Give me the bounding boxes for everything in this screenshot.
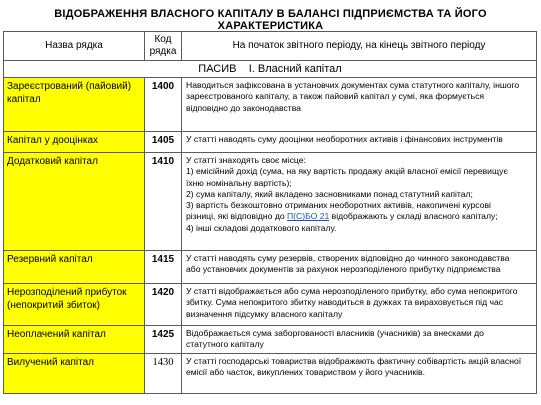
- desc-line: статутного капіталу: [186, 339, 264, 350]
- table-row: [4, 153, 537, 251]
- desc-line: емісії або часток, викуплених товариством у його учасників.: [186, 367, 425, 378]
- desc-line: збитку. Сума непокритого збитку наводиться в дужках та вираховується під час: [186, 297, 504, 308]
- table-row: [4, 354, 537, 394]
- row-desc: [182, 326, 537, 354]
- desc-line: У статті знаходять своє місце:: [186, 155, 306, 165]
- desc-line: їхню номінальну вартість);: [186, 177, 292, 188]
- row-desc: [182, 153, 537, 251]
- row-name: Вилучений капітал: [4, 354, 145, 394]
- desc-line: відповідно до законодавства: [186, 102, 301, 113]
- desc-line: 4) інші складові додаткового капіталу.: [186, 222, 337, 233]
- header-code-line1: Код: [154, 34, 172, 45]
- row-name: Нерозподілений прибуток (непокритий збиток): [4, 284, 145, 326]
- desc-line: У статті господарські товариства відображають фактичну собівартість акцій власної: [186, 356, 522, 366]
- row-code: 1400: [145, 78, 182, 132]
- row-name: Додатковий капітал: [4, 153, 145, 251]
- row-desc: [182, 354, 537, 394]
- table-header-row: [4, 32, 537, 61]
- row-code: 1425: [145, 326, 182, 354]
- row-desc: [182, 284, 537, 326]
- table-row: [4, 326, 537, 354]
- desc-line: 1) емісійний дохід (сума, на яку вартість продажу акцій власної емісії перевищує: [186, 166, 508, 177]
- equity-table: [3, 31, 537, 394]
- header-code-line2: рядка: [149, 46, 177, 57]
- row-desc: [182, 251, 537, 284]
- desc-line: Наводиться зафіксована в установчих документах сума статутного капіталу, іншого: [186, 80, 520, 90]
- desc-line: визначення підсумку власного капіталу: [186, 308, 343, 319]
- table-row: [4, 284, 537, 326]
- section-row: [4, 61, 537, 78]
- page-title: ВІДОБРАЖЕННЯ ВЛАСНОГО КАПІТАЛУ В БАЛАНСІ ПІДПРИЄМСТВА ТА ЙОГО ХАРАКТЕРИСТИКА: [54, 8, 487, 32]
- desc-line: [186, 211, 533, 222]
- row-desc: [182, 78, 537, 132]
- desc-text: різниці, які відповідно до: [186, 211, 287, 222]
- row-desc: [182, 132, 537, 153]
- desc-line: або установчих документів за рахунок нерозподіленого прибутку підприємства: [186, 264, 501, 275]
- row-code: 1415: [145, 251, 182, 284]
- row-code: 1410: [145, 153, 182, 251]
- header-desc: На початок звітного періоду, на кінець звітного періоду: [182, 32, 537, 61]
- row-name: Резервний капітал: [4, 251, 145, 284]
- desc-line: 2) сума капіталу, який вкладено засновниками понад статутний капітал;: [186, 188, 473, 199]
- row-name: Неоплачений капітал: [4, 326, 145, 354]
- row-name: Зареєстрований (пайовий) капітал: [4, 78, 145, 132]
- section-title: ПАСИВ І. Власний капітал: [4, 61, 537, 78]
- desc-line: У статті наводять суму дооцінки необоротних активів і фінансових інструментів: [186, 134, 503, 144]
- table-row: [4, 132, 537, 153]
- header-name: Назва рядка: [4, 32, 145, 61]
- table-row: [4, 78, 537, 132]
- header-code: [145, 32, 182, 61]
- table-row: [4, 251, 537, 284]
- desc-line: У статті відображається або сума нерозподіленого прибутку, або сума непокритого: [186, 286, 518, 296]
- desc-text: відображають у складі власного капіталу;: [329, 211, 498, 222]
- desc-line: У статті наводять суму резервів, створених відповідно до чинного законодавства: [186, 253, 510, 263]
- row-name: Капітал у дооцінках: [4, 132, 145, 153]
- row-code: 1405: [145, 132, 182, 153]
- desc-line: 3) вартість безкоштовно отриманих необоротних активів, накопичені курсові: [186, 200, 491, 211]
- desc-line: зареєстрованого капіталу, а також пайовий капітал у сумі, яка формується: [186, 91, 485, 102]
- row-code: 1430: [145, 354, 182, 394]
- row-code: 1420: [145, 284, 182, 326]
- desc-line: Відображається сума заборгованості власників (учасників) за внесками до: [186, 328, 484, 338]
- standard-link[interactable]: П(С)БО 21: [287, 211, 330, 222]
